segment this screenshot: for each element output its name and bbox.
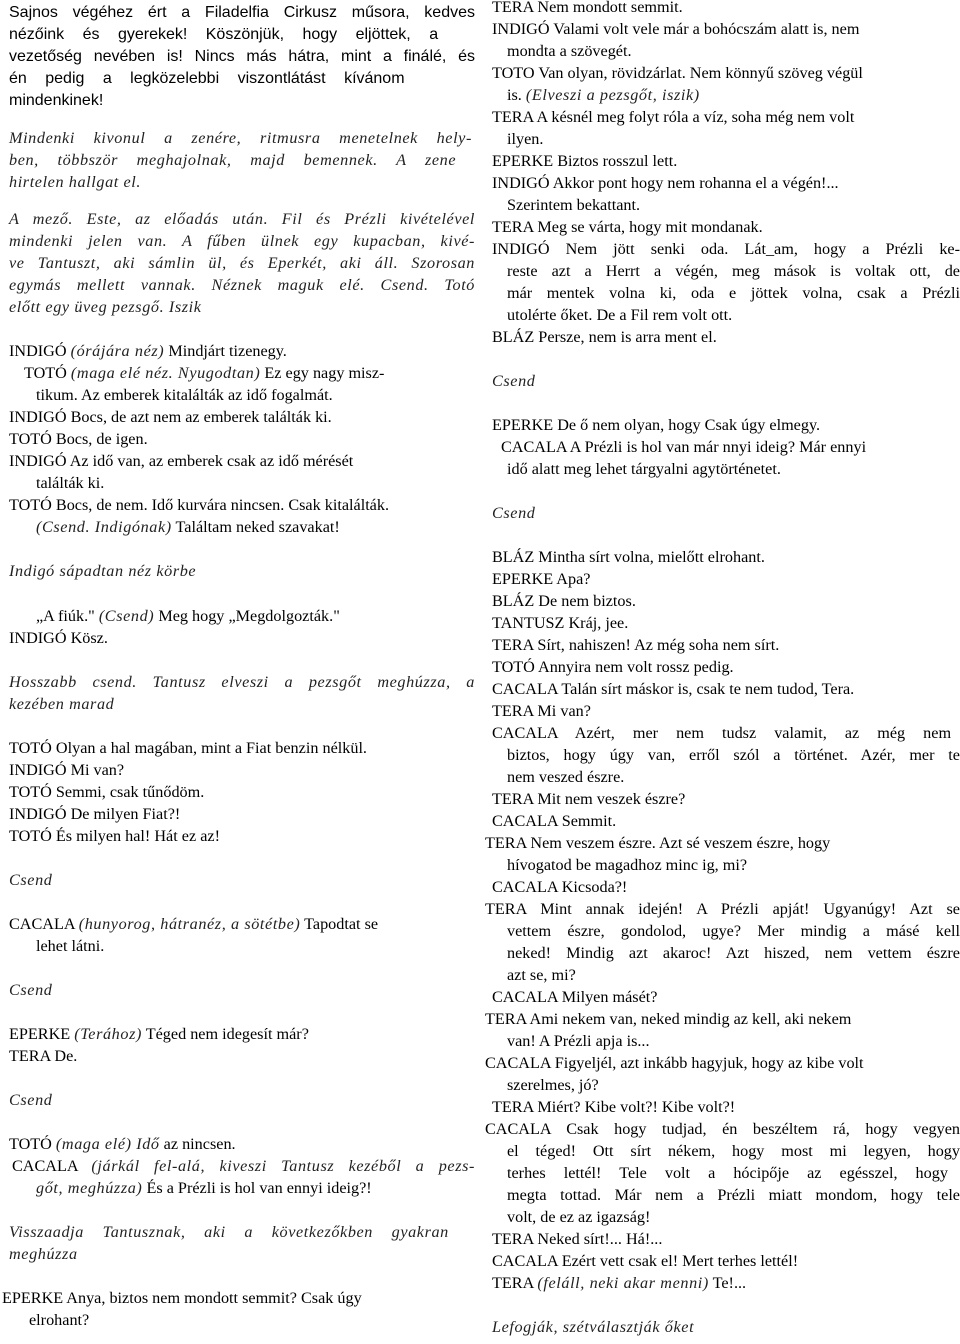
- dialogue-text: el téged! Ott sírt nékem, hogy most mi legyen, hogy: [507, 1142, 960, 1160]
- script-line: [492, 1316, 694, 1338]
- dialogue-text: hívogatod be magadhoz minc ig, mi?: [507, 856, 748, 874]
- script-line: [492, 1096, 735, 1118]
- stage-direction: (hunyorog, hátranéz, a sötétbe): [78, 915, 301, 933]
- script-line: [9, 2, 475, 24]
- dialogue-text: Találtam neked szavakat!: [171, 518, 340, 536]
- script-line: [9, 494, 389, 516]
- script-line: [9, 1023, 309, 1045]
- script-line: [2, 1287, 362, 1309]
- script-line: [507, 458, 781, 480]
- dialogue-text: lehet látni.: [36, 937, 105, 955]
- script-line: [485, 1008, 851, 1030]
- stage-direction: mindenki jelen van. A fűben ülnek egy kupacban, kivé-: [9, 232, 475, 250]
- script-line: [36, 1177, 372, 1199]
- stage-direction: (maga elé néz. Nyugodtan): [70, 364, 261, 382]
- stage-direction: Lefogják, szétválasztják őket: [492, 1318, 695, 1336]
- script-line: [12, 1155, 475, 1177]
- dialogue-text: INDIGÓ Mi van?: [9, 761, 125, 779]
- script-line: [507, 304, 732, 326]
- script-line: [9, 274, 475, 296]
- script-line: [9, 560, 196, 582]
- dialogue-text: INDIGÓ Akkor pont hogy nem rohanna el a végén!...: [492, 174, 839, 192]
- script-line: [507, 964, 576, 986]
- dialogue-text: van! A Prézli apja is...: [507, 1032, 650, 1050]
- script-line: [9, 90, 103, 112]
- dialogue-text: Tapodtat se: [300, 915, 379, 933]
- stage-direction: (feláll, neki akar menni): [537, 1274, 709, 1292]
- script-line: [29, 1309, 89, 1331]
- dialogue-text: TOTÓ Bocs, de nem. Idő kurvára nincsen. Csak kitalálták.: [9, 496, 390, 514]
- stage-direction: A mező. Este, az előadás után. Fil és Prézli kivételével: [9, 210, 475, 228]
- script-line: [492, 370, 535, 392]
- dialogue-text: CACALA: [12, 1157, 92, 1175]
- script-line: [492, 216, 763, 238]
- script-line: [507, 40, 632, 62]
- dialogue-text: TERA Sírt, nahiszen! Az még soha nem sírt.: [492, 636, 780, 654]
- script-line: [492, 788, 685, 810]
- stage-direction: kezében marad: [9, 695, 115, 713]
- dialogue-text: CACALA Ezért vett csak el! Mert terhes lettél!: [492, 1252, 799, 1270]
- script-line: [485, 1052, 864, 1074]
- dialogue-text: TOTÓ: [9, 1135, 56, 1153]
- script-line: [492, 502, 535, 524]
- stage-direction: ben, többször meghajolnak, majd bemennek. A zene: [9, 151, 457, 169]
- script-line: [492, 172, 839, 194]
- stage-direction: egymás mellett vannak. Néznek maguk elé. Csend. Totó: [9, 276, 475, 294]
- script-line: [9, 68, 405, 90]
- dialogue-text: EPERKE Anya, biztos nem mondott semmit? Csak úgy: [2, 1289, 362, 1307]
- script-line: [9, 406, 332, 428]
- dialogue-text: TANTUSZ Kráj, jee.: [492, 614, 629, 632]
- dialogue-text: TOTÓ: [24, 364, 71, 382]
- stage-direction: Csend: [492, 372, 536, 390]
- stage-direction: Indigó sápadtan néz körbe: [9, 562, 197, 580]
- script-line: [9, 693, 114, 715]
- dialogue-text: idő alatt meg lehet tárgyalni agytörténetet.: [507, 460, 781, 478]
- stage-direction: Csend: [9, 1091, 53, 1109]
- dialogue-text: neked! Mindig azt akaroc! Azt hiszed, nem vettem észre: [507, 944, 960, 962]
- script-line: [507, 1140, 960, 1162]
- dialogue-text: INDIGÓ Nem jött senki oda. Lát_am, hogy a Prézli ke-: [492, 240, 960, 258]
- dialogue-text: TERA Miért? Kibe volt?! Kibe volt?!: [492, 1098, 736, 1116]
- script-line: [507, 1206, 650, 1228]
- script-line: [9, 450, 353, 472]
- script-line: [507, 1162, 948, 1184]
- script-line: [9, 1133, 236, 1155]
- script-line: [507, 128, 543, 150]
- script-line: [36, 935, 104, 957]
- dialogue-text: BLÁZ Persze, nem is arra ment el.: [492, 328, 717, 346]
- dialogue-text: Mindjárt tizenegy.: [164, 342, 287, 360]
- dialogue-text: én pedig a legközelebbi viszontlátást kívánom: [9, 70, 405, 87]
- script-line: [9, 913, 378, 935]
- script-line: [36, 384, 333, 406]
- dialogue-text: ilyen.: [507, 130, 544, 148]
- dialogue-text: TERA De.: [9, 1047, 78, 1065]
- script-line: [492, 1272, 746, 1294]
- script-line: [9, 1045, 77, 1067]
- dialogue-text: nézőink és gyerekek! Köszönjük, hogy eljöttek, a: [9, 26, 439, 43]
- dialogue-text: BLÁZ De nem biztos.: [492, 592, 636, 610]
- dialogue-text: INDIGÓ Bocs, de azt nem az emberek találták ki.: [9, 408, 332, 426]
- dialogue-text: INDIGÓ Az idő van, az emberek csak az idő mérését: [9, 452, 354, 470]
- stage-direction: (Csend. Indigónak): [36, 518, 172, 536]
- script-line: [9, 149, 456, 171]
- dialogue-text: vettem észre, gondolod, ugye? Mer mindig a másé kell: [507, 922, 960, 940]
- stage-direction: (Terához): [74, 1025, 142, 1043]
- script-line: [9, 627, 108, 649]
- script-line: [492, 414, 820, 436]
- script-line: [485, 832, 830, 854]
- stage-direction: (Csend): [98, 607, 155, 625]
- dialogue-text: TOTÓ Bocs, de igen.: [9, 430, 148, 448]
- dialogue-text: TERA: [492, 1274, 538, 1292]
- script-line: [492, 546, 765, 568]
- dialogue-text: CACALA Talán sírt máskor is, csak te nem tudod, Tera.: [492, 680, 855, 698]
- dialogue-text: TOTÓ Annyira nem volt rossz pedig.: [492, 658, 734, 676]
- dialogue-text: azt se, mi?: [507, 966, 576, 984]
- dialogue-text: TOTÓ Olyan a hal magában, mint a Fiat benzin nélkül.: [9, 739, 367, 757]
- script-line: [9, 208, 475, 230]
- dialogue-text: CACALA Kicsoda?!: [492, 878, 628, 896]
- dialogue-text: EPERKE: [9, 1025, 75, 1043]
- dialogue-text: TOTÓ És milyen hal! Hát ez az!: [9, 827, 220, 845]
- script-line: [507, 194, 640, 216]
- dialogue-text: volt, de ez az igazság!: [507, 1208, 651, 1226]
- script-line: [492, 1250, 798, 1272]
- script-line: [9, 252, 475, 274]
- script-line: [9, 1089, 52, 1111]
- script-line: [9, 340, 287, 362]
- script-line: [9, 737, 367, 759]
- script-line: [9, 296, 202, 318]
- script-line: [492, 634, 779, 656]
- script-line: [492, 590, 636, 612]
- script-line: [492, 0, 683, 18]
- dialogue-text: INDIGÓ De milyen Fiat?!: [9, 805, 181, 823]
- dialogue-text: mondta a szövegét.: [507, 42, 632, 60]
- stage-direction: Visszaadja Tantusznak, aki a következőkben gyakran: [9, 1223, 449, 1241]
- stage-direction: Csend: [492, 504, 536, 522]
- dialogue-text: TERA Nem mondott semmit.: [492, 0, 683, 16]
- script-line: [492, 876, 627, 898]
- dialogue-text: TERA Meg se várta, hogy mit mondanak.: [492, 218, 763, 236]
- dialogue-text: CACALA Figyeljél, azt inkább hagyjuk, hogy az kibe volt: [485, 1054, 864, 1072]
- script-line: [36, 605, 340, 627]
- dialogue-text: reste azt a Herrt a végén, meg mások is voltak ott, de: [507, 262, 960, 280]
- script-line: [492, 62, 863, 84]
- dialogue-text: terhes lettél! Tele volt a hócipője az egésszel, hogy: [507, 1164, 948, 1182]
- script-line: [507, 920, 960, 942]
- script-line: [507, 744, 960, 766]
- dialogue-text: TERA Neked sírt!... Há!...: [492, 1230, 663, 1248]
- dialogue-text: CACALA Milyen másét?: [492, 988, 658, 1006]
- script-line: [507, 84, 700, 106]
- script-line: [9, 1221, 449, 1243]
- dialogue-text: CACALA: [9, 915, 79, 933]
- script-line: [492, 986, 657, 1008]
- script-line: [507, 942, 960, 964]
- script-line: [24, 362, 384, 384]
- script-line: [36, 516, 340, 538]
- dialogue-text: TOTÓ Semmi, csak tűnődöm.: [9, 783, 205, 801]
- stage-direction: előtt egy üveg pezsgő. Iszik: [9, 298, 202, 316]
- dialogue-text: EPERKE Biztos rosszul lett.: [492, 152, 678, 170]
- dialogue-text: elrohant?: [29, 1311, 90, 1329]
- script-line: [507, 1030, 650, 1052]
- script-line: [507, 1074, 599, 1096]
- dialogue-text: az nincsen.: [159, 1135, 236, 1153]
- script-line: [9, 24, 438, 46]
- script-line: [485, 1118, 960, 1140]
- dialogue-text: CACALA A Prézli is hol van már nnyi ideig? Már ennyi: [501, 438, 867, 456]
- dialogue-text: BLÁZ Mintha sírt volna, mielőtt elrohant.: [492, 548, 765, 566]
- script-line: [9, 759, 124, 781]
- script-line: [492, 612, 628, 634]
- dialogue-text: CACALA Azért, mer nem tudsz valamit, az még nem: [492, 724, 952, 742]
- script-line: [507, 282, 960, 304]
- dialogue-text: utolérte őket. De a Fil rem volt ott.: [507, 306, 733, 324]
- script-line: [9, 869, 52, 891]
- dialogue-text: CACALA Csak hogy tudjad, én beszéltem rá, hogy vegyen: [485, 1120, 960, 1138]
- stage-direction: (Elveszi a pezsgőt, iszik): [525, 86, 700, 104]
- script-line: [492, 656, 734, 678]
- script-line: [485, 898, 960, 920]
- dialogue-text: Sajnos végéhez ért a Filadelfia Cirkusz műsora, kedves: [9, 4, 475, 21]
- dialogue-text: biztos, hogy úgy van, erről szól a történet. Azér, mer te: [507, 746, 960, 764]
- script-line: [36, 472, 104, 494]
- script-line: [507, 1184, 960, 1206]
- dialogue-text: És a Prézli is hol van ennyi ideig?!: [142, 1179, 372, 1197]
- dialogue-text: EPERKE De ő nem olyan, hogy Csak úgy elmegy.: [492, 416, 821, 434]
- stage-direction: Csend: [9, 871, 53, 889]
- dialogue-text: TERA Nem veszem észre. Azt sé veszem észre, hogy: [485, 834, 831, 852]
- dialogue-text: TERA A késnél meg folyt róla a víz, soha még nem volt: [492, 108, 855, 126]
- dialogue-text: Ez egy nagy misz-: [260, 364, 385, 382]
- dialogue-text: EPERKE Apa?: [492, 570, 591, 588]
- dialogue-text: mindenkinek!: [9, 92, 104, 109]
- stage-direction: Hosszabb csend. Tantusz elveszi a pezsgőt meghúzza, a: [9, 673, 475, 691]
- script-line: [492, 106, 854, 128]
- dialogue-text: TERA Ami nekem van, neked mindig az kell, aki nekem: [485, 1010, 852, 1028]
- script-line: [492, 678, 854, 700]
- script-line: [492, 722, 951, 744]
- stage-direction: (járkál fel-alá, kiveszi Tantusz kezéből a pezs-: [91, 1157, 475, 1175]
- script-line: [9, 171, 141, 193]
- dialogue-text: INDIGÓ: [9, 342, 71, 360]
- dialogue-text: vezetőség nevében is! Nincs más hátra, mint a finálé, és: [9, 48, 475, 65]
- dialogue-text: találták ki.: [36, 474, 105, 492]
- script-line: [507, 854, 747, 876]
- script-line: [492, 1228, 662, 1250]
- script-line: [9, 803, 180, 825]
- dialogue-text: Téged nem idegesít már?: [141, 1025, 309, 1043]
- dialogue-text: nem veszed észre.: [507, 768, 625, 786]
- script-line: [9, 825, 220, 847]
- dialogue-text: TERA Mint annak idején! A Prézli apját! Ugyanúgy! Azt se: [485, 900, 960, 918]
- script-line: [492, 326, 717, 348]
- script-line: [492, 700, 591, 722]
- script-line: [507, 260, 960, 282]
- dialogue-text: megta tottad. Már nem a Prézli miatt mondom, hogy tele: [507, 1186, 960, 1204]
- script-line: [492, 18, 859, 40]
- stage-direction: gőt, meghúzza): [36, 1179, 143, 1197]
- script-line: [507, 766, 624, 788]
- script-line: [9, 671, 475, 693]
- stage-direction: Csend: [9, 981, 53, 999]
- script-line: [492, 810, 616, 832]
- stage-direction: Mindenki kivonul a zenére, ritmusra menetelnek hely-: [9, 129, 472, 147]
- script-line: [492, 568, 590, 590]
- stage-direction: ve Tantuszt, aki sámlin ül, és Eperkét, aki áll. Szorosan: [9, 254, 475, 272]
- script-line: [9, 1243, 78, 1265]
- dialogue-text: TERA Mi van?: [492, 702, 591, 720]
- dialogue-text: „A fiúk.": [36, 607, 99, 625]
- stage-direction: (maga elé) Idő: [55, 1135, 160, 1153]
- stage-direction: (órájára néz): [70, 342, 165, 360]
- script-line: [9, 230, 475, 252]
- script-line: [9, 428, 148, 450]
- script-line: [501, 436, 866, 458]
- script-line: [9, 781, 204, 803]
- script-line: [492, 238, 960, 260]
- dialogue-text: TOTO Van olyan, rövidzárlat. Nem könnyű szöveg végül: [492, 64, 863, 82]
- dialogue-text: már mentek volna ki, oda e jöttek volna, csak a Prézli: [507, 284, 960, 302]
- script-line: [9, 46, 475, 68]
- dialogue-text: INDIGÓ Valami volt vele már a bohócszám alatt is, nem: [492, 20, 860, 38]
- dialogue-text: szerelmes, jó?: [507, 1076, 599, 1094]
- dialogue-text: TERA Mit nem veszek észre?: [492, 790, 686, 808]
- stage-direction: meghúzza: [9, 1245, 78, 1263]
- script-line: [9, 979, 52, 1001]
- dialogue-text: tikum. Az emberek kitalálták az idő fogalmát.: [36, 386, 333, 404]
- stage-direction: hirtelen hallgat el.: [9, 173, 142, 191]
- script-line: [492, 150, 677, 172]
- script-line: [9, 127, 472, 149]
- dialogue-text: INDIGÓ Kösz.: [9, 629, 108, 647]
- dialogue-text: Te!...: [708, 1274, 747, 1292]
- dialogue-text: is.: [507, 86, 526, 104]
- dialogue-text: CACALA Semmit.: [492, 812, 617, 830]
- dialogue-text: Szerintem bekattant.: [507, 196, 641, 214]
- dialogue-text: Meg hogy „Megdolgozták.": [154, 607, 340, 625]
